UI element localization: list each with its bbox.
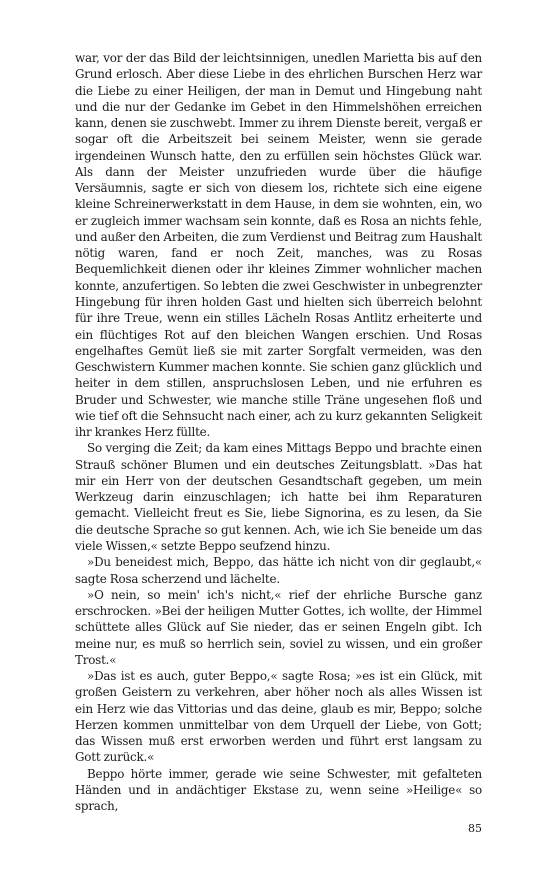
body-text [75,50,482,814]
paragraph: Beppo hörte immer, gerade wie seine Schwester, mit gefalteten Händen und in andächtiger Ekstase zu, wenn seine »Heilige« so sprach, [75,766,482,814]
paragraph: »Du beneidest mich, Beppo, das hätte ich nicht von dir geglaubt,« sagte Rosa scherzend und lächelte. [75,555,482,586]
paragraph: »O nein, so mein' ich's nicht,« rief der ehrliche Bursche ganz erschrocken. »Bei der heiligen Mutter Gottes, ich wollte, der Himmel schüttete alles Glück auf Sie nieder, das er seinen Engeln gibt. Ich meine nur, es muß so herrlich sein, soviel zu wissen, und ein großer Trost.« [75,587,482,667]
page-number: 85 [468,822,482,835]
paragraph: war, vor der das Bild der leichtsinnigen, unedlen Marietta bis auf den Grund erlosch. Aber diese Liebe in des ehrlichen Burschen Herz war die Liebe zu einer Heiligen, der man in Demut und Hingebung naht und die nur der Gedanke im Gebet in den Himmelshöhen erreichen kann, denen sie zuschwebt. Immer zu ihrem Dienste bereit, vergaß er sogar oft die Arbeitszeit bei seinem Meister, wenn sie gerade irgendeinen Wunsch hatte, den zu erfüllen sein höchstes Glück war. Als dann der Meister unzufrieden wurde über die häufige Versäumnis, sagte er sich von diesem los, richtete sich eine eigene kleine Schreinerwerkstatt in dem Hause, in dem sie wohnten, ein, wo er zugleich immer wachsam sein konnte, daß es Rosa an nichts fehle, und außer den Arbeiten, die zum Verdienst und Beitrag zum Haushalt nötig waren, fand er noch Zeit, manches, was zu Rosas Bequemlichkeit dienen oder ihr kleines Zimmer wohnlicher machen konnte, anzufertigen. So lebten die zwei Geschwister in unbegrenzter Hingebung für ihren holden Gast und hielten sich überreich belohnt für ihre Treue, wenn ein stilles Lächeln Rosas Antlitz erheiterte und ein flüchtiges Rot auf den bleichen Wangen erschien. Und Rosas engelhaftes Gemüt ließ sie mit zarter Sorgfalt vermeiden, was den Geschwistern Kummer machen konnte. Sie schien ganz glücklich und heiter in dem stillen, anspruchslosen Leben, und nie erfuhren es Bruder und Schwester, wie manche stille Träne ungesehen floß und wie tief oft die Sehnsucht nach einer, ach zu kurz gekannten Seligkeit ihr krankes Herz füllte. [75,51,482,440]
paragraph: »Das ist es auch, guter Beppo,« sagte Rosa; »es ist ein Glück, mit großen Geistern zu verkehren, aber höher noch als alles Wissen ist ein Herz wie das Vittorias und das deine, glaub es mir, Beppo; solche Herzen kommen unmittelbar von dem Urquell der Liebe, von Gott; das Wissen muß erst erworben werden und führt erst langsam zu Gott zurück.« [75,669,482,765]
paragraph: So verging die Zeit; da kam eines Mittags Beppo und brachte einen Strauß schöner Blumen und ein deutsches Zeitungsblatt. »Das hat mir ein Herr von der deutschen Gesandtschaft gegeben, um mein Werkzeug darin einzuschlagen; ich hatte bei ihm Reparaturen gemacht. Vielleicht freut es Sie, liebe Signorina, es zu lesen, da Sie die deutsche Sprache so gut kennen. Ach, wie ich Sie beneide um das viele Wissen,« setzte Beppo seufzend hinzu. [75,441,482,553]
